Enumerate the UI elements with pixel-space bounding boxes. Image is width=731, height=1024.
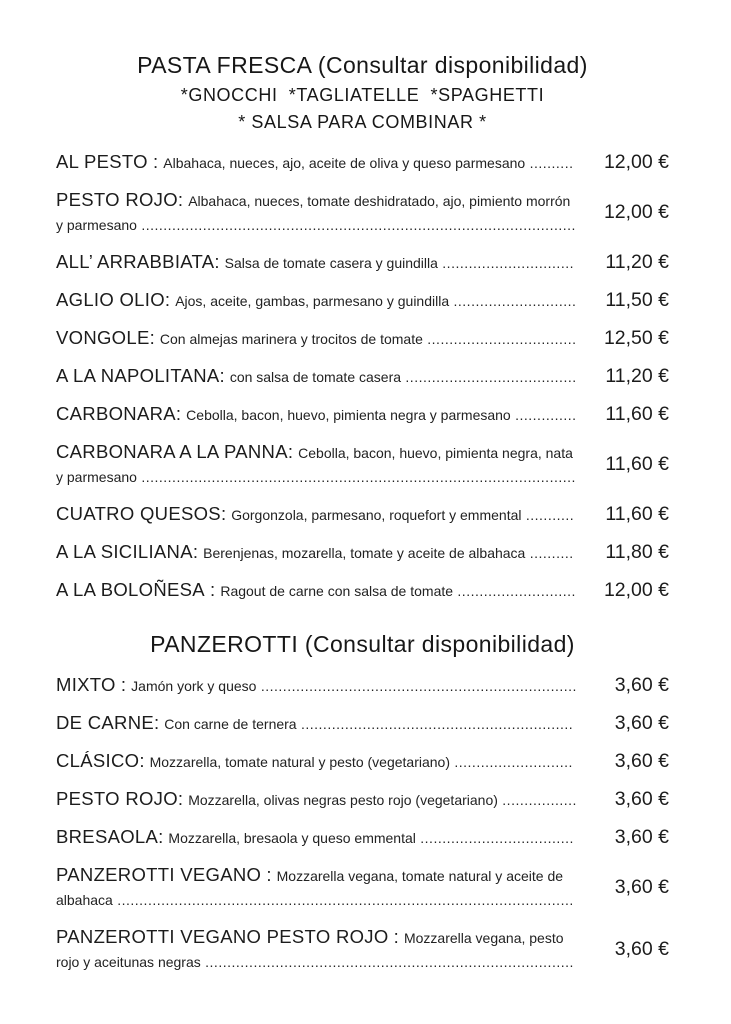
item-price: 3,60 €	[614, 876, 669, 898]
leader-dots: ...........................	[453, 583, 576, 599]
item-name: CLÁSICO	[56, 750, 140, 771]
leader-dots: ..............	[510, 407, 577, 423]
menu-item-text	[56, 578, 577, 603]
leader-dots: ............................	[449, 293, 577, 309]
item-name: PANZEROTTI VEGANO PESTO ROJO	[56, 926, 389, 947]
item-name: CARBONARA	[56, 403, 176, 424]
menu-item-text	[56, 250, 577, 275]
section-title: PASTA FRESCA (Consultar disponibilidad)	[137, 52, 588, 78]
section-subtitles	[56, 82, 669, 136]
item-price: 11,60 €	[605, 403, 669, 425]
menu-item-text	[56, 749, 577, 774]
leader-dots: ...........	[521, 507, 575, 523]
item-price: 3,60 €	[614, 826, 669, 848]
leader-dots: ...........................	[449, 754, 573, 770]
item-price: 3,60 €	[614, 788, 669, 810]
item-description: Mozzarella, tomate natural y pesto (vegetariano)	[149, 754, 450, 770]
item-separator: :	[220, 503, 232, 524]
menu-item	[56, 402, 669, 427]
item-price: 11,80 €	[605, 541, 669, 563]
menu-item	[56, 925, 669, 974]
item-name: A LA NAPOLITANA	[56, 365, 220, 386]
menu-item	[56, 150, 669, 175]
item-description: Gorgonzola, parmesano, roquefort y emmental	[231, 507, 522, 523]
leader-dots: ..................................	[422, 331, 577, 347]
item-price: 11,50 €	[605, 289, 669, 311]
item-separator: :	[192, 541, 204, 562]
item-name: CUATRO QUESOS	[56, 503, 221, 524]
item-description: Ajos, aceite, gambas, parmesano y guindilla	[175, 293, 450, 309]
menu-item	[56, 326, 669, 351]
item-separator: :	[175, 403, 187, 424]
item-name: AGLIO OLIO	[56, 289, 165, 310]
leader-dots: ..............................	[437, 255, 574, 271]
menu-item-text	[56, 288, 577, 313]
menu-item-text	[56, 402, 577, 427]
menu-item-text	[56, 326, 577, 351]
item-price: 11,20 €	[605, 251, 669, 273]
menu-item-text	[56, 188, 577, 237]
menu-item	[56, 502, 669, 527]
section-subtitle: *GNOCCHI *TAGLIATELLE *SPAGHETTI	[180, 85, 545, 105]
item-price: 12,00 €	[603, 579, 669, 601]
menu-item-text	[56, 150, 577, 175]
leader-dots: .................	[497, 792, 577, 808]
menu-item-text	[56, 925, 577, 974]
menu-section	[56, 629, 669, 974]
item-separator: :	[177, 788, 189, 809]
item-price: 3,60 €	[614, 938, 669, 960]
leader-dots: ........................................................................................................	[112, 892, 574, 908]
leader-dots: .......................................	[401, 369, 577, 385]
item-separator: :	[147, 151, 164, 172]
item-description: Con almejas marinera y trocitos de tomate	[159, 331, 423, 347]
leader-dots: ..........	[525, 155, 574, 171]
item-description: Albahaca, nueces, tomate deshidratado, ajo, pimiento morrón y parmesano	[56, 193, 571, 233]
item-price: 12,50 €	[603, 327, 669, 349]
menu-sections	[56, 50, 669, 974]
menu-item-text	[56, 364, 577, 389]
item-description: con salsa de tomate casera	[229, 369, 402, 385]
item-name: CARBONARA A LA PANNA	[56, 441, 288, 462]
item-name: PANZEROTTI VEGANO	[56, 864, 262, 885]
leader-dots: ...................................................................................................	[136, 217, 576, 233]
leader-dots: ..............................................................	[296, 716, 574, 732]
menu-item-text	[56, 711, 577, 736]
item-separator: :	[261, 864, 277, 885]
menu-item-text	[56, 863, 577, 912]
menu-item-text	[56, 540, 577, 565]
menu-item	[56, 863, 669, 912]
leader-dots: ....................................................................................	[200, 954, 574, 970]
menu-item-text	[56, 787, 577, 812]
item-description: Cebolla, bacon, huevo, pimienta negra, nata y parmesano	[56, 445, 573, 485]
item-price: 11,60 €	[605, 503, 669, 525]
item-price: 12,00 €	[603, 151, 669, 173]
item-separator: :	[219, 365, 230, 386]
item-price: 11,60 €	[605, 453, 669, 475]
item-separator: :	[154, 712, 165, 733]
menu-item-text	[56, 502, 577, 527]
item-separator: :	[115, 674, 132, 695]
item-name: A LA BOLOÑESA	[56, 579, 205, 600]
item-description: Salsa de tomate casera y guindilla	[224, 255, 438, 271]
menu-item-text	[56, 440, 577, 489]
section-items	[56, 673, 669, 974]
item-separator: :	[139, 750, 150, 771]
leader-dots: ...................................	[415, 830, 574, 846]
menu-item	[56, 188, 669, 237]
menu-item	[56, 288, 669, 313]
leader-dots: ...................................................................................................	[136, 469, 576, 485]
item-description: Mozzarella vegana, pesto rojo y aceitunas negras	[56, 930, 564, 970]
item-description: Mozzarella, olivas negras pesto rojo (vegetariano)	[188, 792, 498, 808]
item-description: Cebolla, bacon, huevo, pimienta negra y parmesano	[186, 407, 511, 423]
item-separator: :	[158, 826, 169, 847]
item-description: Ragout de carne con salsa de tomate	[220, 583, 454, 599]
item-name: BRESAOLA	[56, 826, 159, 847]
section-subtitle: * SALSA PARA COMBINAR *	[238, 112, 487, 132]
item-name: AL PESTO	[56, 151, 148, 172]
menu-item	[56, 673, 669, 698]
item-separator: :	[149, 327, 160, 348]
section-items	[56, 150, 669, 603]
section-title: PANZEROTTI (Consultar disponibilidad)	[150, 631, 575, 657]
item-name: MIXTO	[56, 674, 116, 695]
menu-item	[56, 250, 669, 275]
item-name: DE CARNE	[56, 712, 154, 733]
item-name: A LA SICILIANA	[56, 541, 193, 562]
item-price: 3,60 €	[614, 750, 669, 772]
item-price: 12,00 €	[603, 201, 669, 223]
item-description: Albahaca, nueces, ajo, aceite de oliva y queso parmesano	[163, 155, 526, 171]
leader-dots: ........................................................................	[256, 678, 577, 694]
item-separator: :	[287, 441, 299, 462]
item-description: Jamón york y queso	[131, 678, 257, 694]
item-separator: :	[164, 289, 176, 310]
menu-item-text	[56, 673, 577, 698]
menu-item	[56, 540, 669, 565]
item-separator: :	[388, 926, 404, 947]
item-description: Mozzarella vegana, tomate natural y aceite de albahaca	[56, 868, 564, 908]
item-separator: :	[204, 579, 221, 600]
menu-item	[56, 711, 669, 736]
menu-section	[56, 50, 669, 603]
item-price: 3,60 €	[614, 712, 669, 734]
menu-item	[56, 825, 669, 850]
menu-item-text	[56, 825, 577, 850]
item-name: VONGOLE	[56, 327, 150, 348]
menu-item	[56, 364, 669, 389]
item-name: PESTO ROJO	[56, 189, 178, 210]
item-separator: :	[214, 251, 225, 272]
item-separator: :	[177, 189, 189, 210]
leader-dots: ..........	[525, 545, 574, 561]
item-price: 3,60 €	[614, 674, 669, 696]
menu-item	[56, 578, 669, 603]
item-name: ALL’ ARRABBIATA	[56, 251, 215, 272]
item-description: Mozzarella, bresaola y queso emmental	[168, 830, 416, 846]
menu-item	[56, 787, 669, 812]
menu-item	[56, 440, 669, 489]
item-price: 11,20 €	[605, 365, 669, 387]
menu-item	[56, 749, 669, 774]
item-description: Con carne de ternera	[164, 716, 297, 732]
item-description: Berenjenas, mozarella, tomate y aceite de albahaca	[203, 545, 526, 561]
item-name: PESTO ROJO	[56, 788, 178, 809]
